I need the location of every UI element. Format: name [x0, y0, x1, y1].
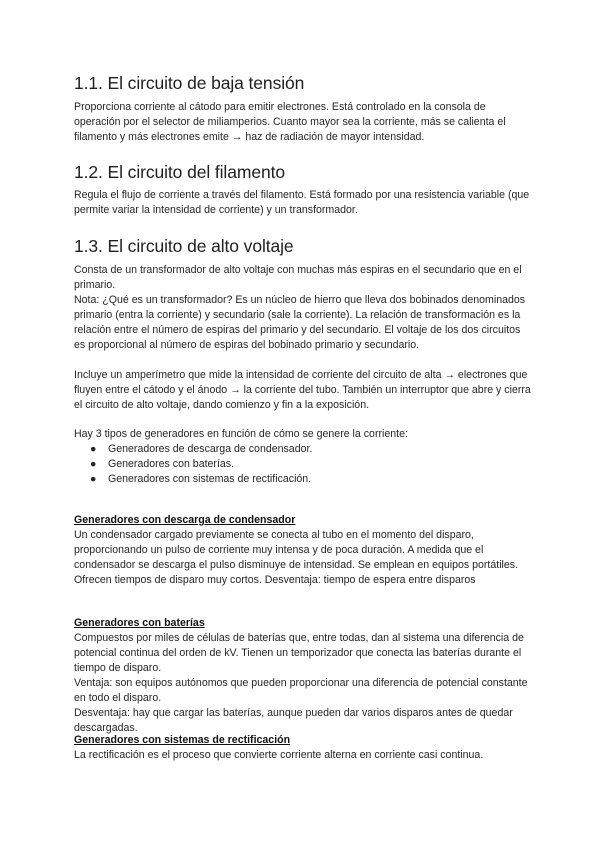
paragraph: Compuestos por miles de células de baterías que, entre todas, dan al sistema una diferencia de potencial continua del orden de kV. Tienen un temporizador que conecta las baterías durante el tiempo de disparo.: [74, 632, 524, 674]
section-filament: [74, 161, 534, 218]
list-item: ● Generadores con baterías.: [90, 458, 235, 470]
section-heading: 1.1. El circuito de baja tensión: [74, 73, 305, 93]
subsection-title: Generadores con descarga de condensador: [74, 514, 296, 526]
paragraph: Desventaja: hay que cargar las baterías, aunque pueden dar varios disparos antes de quedar descargadas.: [74, 707, 513, 734]
list-item: ● Generadores con sistemas de rectificación.: [90, 473, 312, 485]
bullet-icon: ●: [90, 458, 97, 470]
subsection-capacitor: [74, 513, 534, 588]
generator-types-list: [74, 442, 534, 487]
paragraph: Ventaja: son equipos autónomos que pueden proporcionar una diferencia de potencial constante en todo el disparo.: [74, 677, 528, 704]
paragraph: Regula el flujo de corriente a través del filamento. Está formado por una resistencia variable (que permite variar la intensidad de corriente) y un transformador.: [74, 189, 530, 216]
paragraph: Un condensador cargado previamente se conecta al tubo en el momento del disparo, proporcionando un pulso de corriente muy intensa y de poca duración. A medida que el condensador se descarga el pulso disminuye de intensidad. Se emplean en equipos portátiles. Ofrecen tiempos de disparo muy cortos. Desventaja: tiempo de espera entre disparos: [74, 529, 519, 586]
subsection-batteries: [74, 616, 534, 736]
paragraph: Hay 3 tipos de generadores en función de cómo se genere la corriente:: [74, 428, 408, 440]
bullet-icon: ●: [90, 473, 97, 485]
paragraph: La rectificación es el proceso que convierte corriente alterna en corriente casi continua.: [74, 749, 484, 761]
subsection-rectification: [74, 733, 534, 763]
section-high-voltage: [74, 235, 534, 487]
paragraph: Proporciona corriente al cátodo para emitir electrones. Está controlado en la consola de operación por el selector de miliamperios. Cuanto mayor sea la corriente, más se calienta el filamento y más electrones emite → haz de radiación de mayor intensidad.: [74, 101, 506, 143]
paragraph: Consta de un transformador de alto voltaje con muchas más espiras en el secundario que en el primario.: [74, 264, 522, 291]
section-low-voltage: [74, 72, 534, 145]
list-item: ● Generadores de descarga de condensador.: [90, 443, 313, 455]
subsection-title: Generadores con sistemas de rectificación: [74, 734, 291, 746]
paragraph: Incluye un amperímetro que mide la intensidad de corriente del circuito de alta → electrones que fluyen entre el cátodo y el ánodo → la corriente del tubo. También un interruptor que abre y cierra el circuito de alto voltaje, dando comienzo y fin a la exposición.: [74, 369, 531, 411]
bullet-icon: ●: [90, 443, 97, 455]
section-heading: 1.3. El circuito de alto voltaje: [74, 236, 294, 256]
note-paragraph: Nota: ¿Qué es un transformador? Es un núcleo de hierro que lleva dos bobinados denominados primario (entra la corriente) y secundario (sale la corriente). La relación de transformación es la relación entre el número de espiras del primario y del secundario. El voltaje de los dos circuitos es proporcional al número de espiras del bobinado primario y secundario.: [74, 294, 526, 351]
section-heading: 1.2. El circuito del filamento: [74, 162, 285, 182]
subsection-title: Generadores con baterías: [74, 617, 205, 629]
